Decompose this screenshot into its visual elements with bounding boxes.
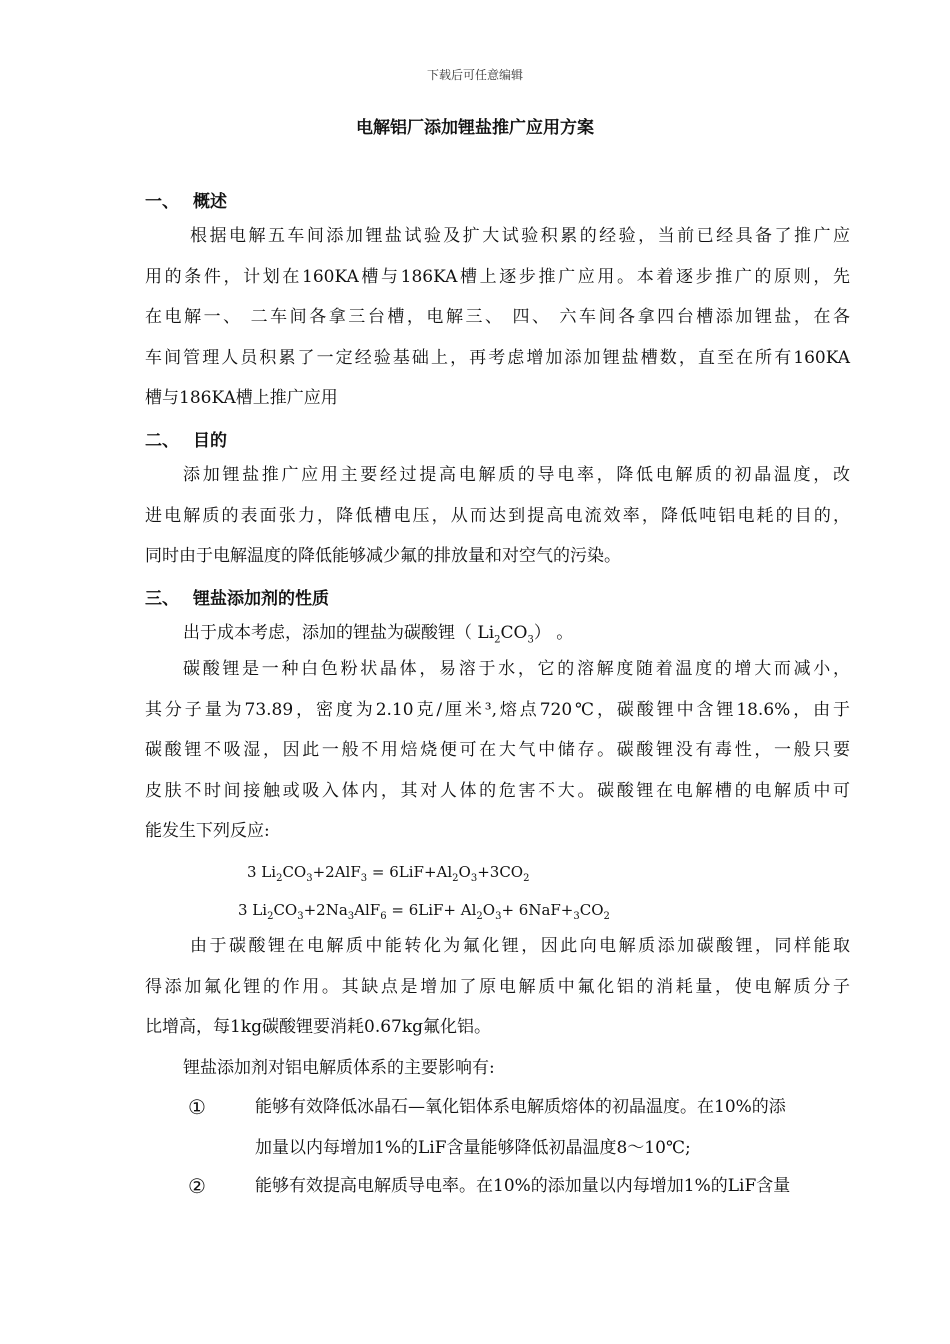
section-number: 一、 <box>145 192 179 212</box>
text-line: 能够有效提高电解质导电率。在10%的添加量以内每增加1%的LiF含量 <box>255 1176 791 1196</box>
section-heading-properties <box>145 584 329 609</box>
section-heading-purpose <box>145 426 227 451</box>
text-line: 添加锂盐推广应用主要经过提高电解质的导电率，降低电解质的初晶温度，改 <box>183 465 850 485</box>
section-title: 锂盐添加剂的性质 <box>193 589 329 609</box>
text-line: 在电解一、 二车间各拿三台槽，电解三、 四、 六车间各拿四台槽添加锂盐，在各 <box>145 307 850 327</box>
text-fragment: ） 。 <box>533 623 574 643</box>
text-fragment: CO <box>500 623 528 643</box>
text-line: 加量以内每增加1%的LiF含量能够降低初晶温度8～10℃; <box>255 1137 691 1158</box>
list-marker: ② <box>188 1174 206 1198</box>
text-line: 锂盐添加剂对铝电解质体系的主要影响有: <box>183 1058 495 1078</box>
text-line: 其分子量为73.89，密度为2.10克/厘米³,熔点720℃，碳酸锂中含锂18.6%，由于 <box>145 699 850 720</box>
section-title: 目的 <box>193 431 227 451</box>
text-line: 车间管理人员积累了一定经验基础上，再考虑增加添加锂盐槽数，直至在所有160KA <box>145 347 850 368</box>
text-line: 得添加氟化锂的作用。其缺点是增加了原电解质中氟化铝的消耗量，使电解质分子 <box>145 976 850 997</box>
text-line: 同时由于电解温度的降低能够减少氟的排放量和对空气的污染。 <box>145 546 621 566</box>
reaction-formula-1: 3 $Li_2CO_3+2AlF_3 = 6LiF+Al_2O_3+3CO_2$ <box>247 863 530 884</box>
conversion-paragraph <box>145 926 850 1048</box>
text-line <box>145 613 850 654</box>
subscript: 2 <box>494 634 501 646</box>
reaction-formula-2: 3 $Li_2CO_3+2Na_3AlF_6 = 6LiF+ Al_2O_3+ 6NaF+_3CO_2$ <box>238 901 610 922</box>
section-heading-overview <box>145 187 227 212</box>
text-line: 由于碳酸锂在电解质中能转化为氟化锂，因此向电解质添加碳酸锂，同样能取 <box>190 936 850 956</box>
purpose-paragraph <box>145 455 850 577</box>
section-title: 概述 <box>193 192 227 212</box>
properties-paragraph <box>145 649 850 852</box>
section-number: 三、 <box>145 589 179 609</box>
header-note: 下载后可任意编辑 <box>426 68 523 82</box>
text-fragment: 出于成本考虑，添加的锂盐为碳酸锂（ Li <box>183 623 495 643</box>
section-number: 二、 <box>145 431 179 451</box>
text-line: 槽与186KA槽上推广应用 <box>145 388 338 408</box>
overview-paragraph <box>145 216 850 419</box>
text-line: 碳酸锂不吸湿，因此一般不用焙烧便可在大气中储存。碳酸锂没有毒性，一般只要 <box>145 740 850 760</box>
text-line: 碳酸锂是一种白色粉状晶体，易溶于水，它的溶解度随着温度的增大而减小， <box>183 659 850 679</box>
text-line: 根据电解五车间添加锂盐试验及扩大试验积累的经验，当前已经具备了推广应 <box>190 226 850 246</box>
effects-intro <box>145 1048 850 1089</box>
list-marker: ① <box>188 1095 206 1119</box>
properties-intro <box>145 613 850 654</box>
text-line: 能够有效降低冰晶石—氧化铝体系电解质熔体的初晶温度。在10%的添 <box>255 1097 786 1117</box>
text-line: 进电解质的表面张力，降低槽电压，从而达到提高电流效率，降低吨铝电耗的目的， <box>145 505 850 526</box>
text-line: 比增高，每1kg碳酸锂要消耗0.67kg氟化铝。 <box>145 1017 492 1037</box>
document-title: 电解铝厂添加锂盐推广应用方案 <box>356 118 594 138</box>
subscript: 3 <box>527 634 534 646</box>
text-line: 皮肤不时间接触或吸入体内，其对人体的危害不大。碳酸锂在电解槽的电解质中可 <box>145 780 850 801</box>
text-line: 用的条件，计划在160KA槽与186KA槽上逐步推广应用。本着逐步推广的原则，先 <box>145 266 850 287</box>
text-line: 能发生下列反应: <box>145 821 270 841</box>
